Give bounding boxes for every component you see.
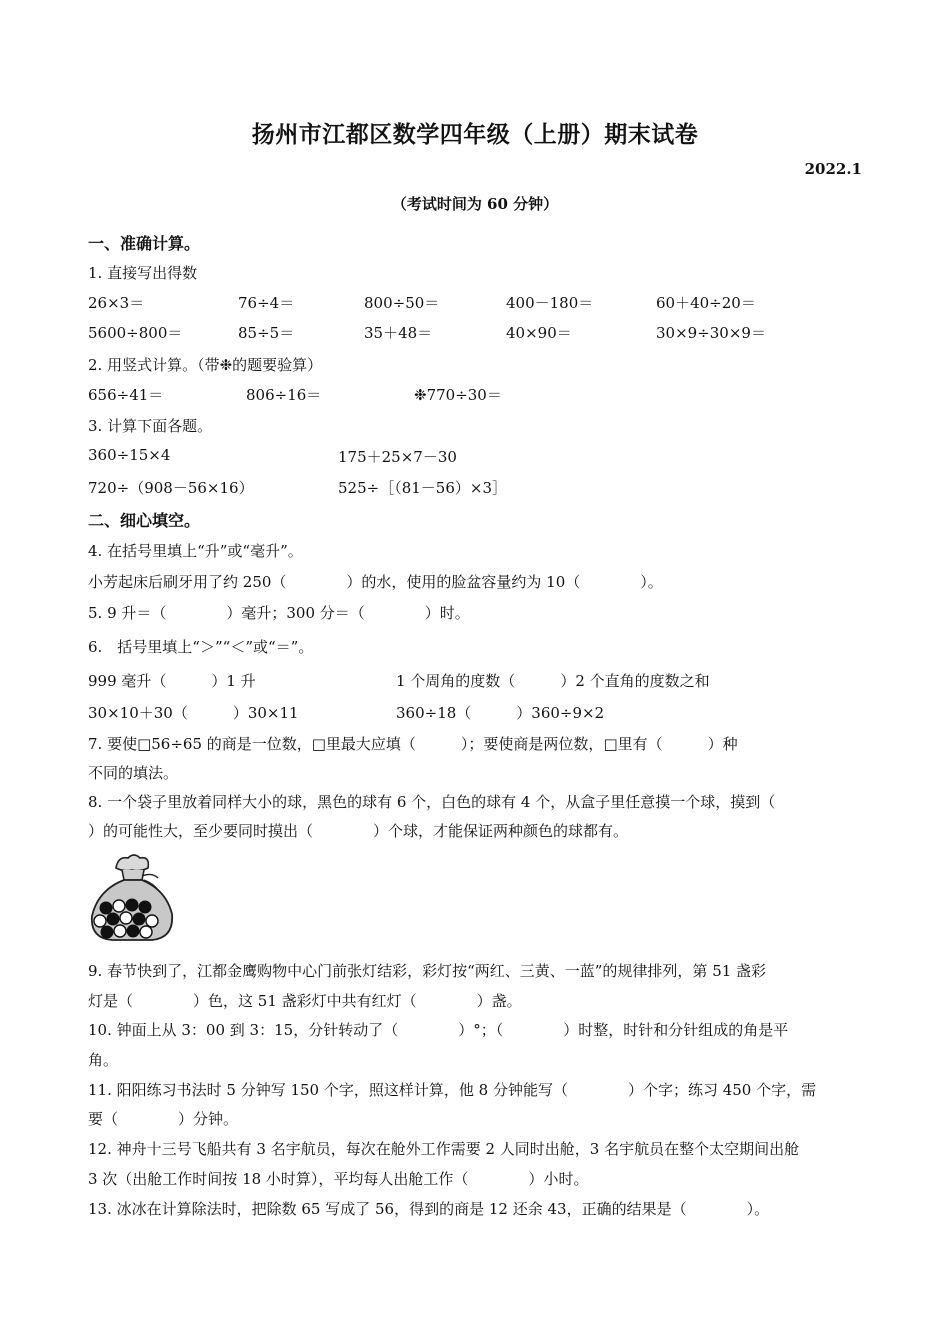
q11-question: 11. 阳阳练习书法时 5 分钟写 150 个字，照这样计算，他 8 分钟能写（ ）个字；练习 450 个字，需: [88, 1081, 817, 1099]
q3-label: 3. 计算下面各题。: [88, 417, 213, 435]
page-title: 扬州市江都区数学四年级（上册）期末试卷: [251, 121, 699, 148]
q6-item: 1 个周角的度数（ ）2 个直角的度数之和: [396, 672, 710, 690]
q7-question: 7. 要使□56÷65 的商是一位数，□里最大应填（ ）；要使商是两位数，□里有（ ）种: [88, 735, 738, 753]
q3-item: 175＋25×7－30: [338, 448, 457, 466]
q1-item: 30×9÷30×9＝: [656, 324, 766, 342]
exam-duration: （考试时间为 60 分钟）: [391, 195, 559, 213]
q10-question-cont: 角。: [88, 1051, 119, 1069]
q4-question: 小芳起床后刷牙用了约 250（ ）的水，使用的脸盆容量约为 10（ ）。: [88, 573, 663, 591]
q10-question: 10. 钟面上从 3：00 到 3：15，分针转动了（ ）°；（ ）时整，时针和分针组成的角是平: [88, 1021, 789, 1039]
q4-label: 4. 在括号里填上“升”或“毫升”。: [88, 542, 303, 560]
q1-item: 85÷5＝: [238, 324, 295, 342]
q2-item: 656÷41＝: [88, 386, 164, 404]
q7-question-cont: 不同的填法。: [88, 764, 179, 782]
q1-item: 5600÷800＝: [88, 324, 183, 342]
q6-item: 360÷18（ ）360÷9×2: [396, 704, 605, 722]
q8-question-cont: ）的可能性大，至少要同时摸出（ ）个球，才能保证两种颜色的球都有。: [88, 822, 629, 840]
q12-question-cont: 3 次（出舱工作时间按 18 小时算），平均每人出舱工作（ ）小时。: [88, 1170, 589, 1188]
q2-item: 806÷16＝: [246, 386, 322, 404]
q6-item: 999 毫升（ ）1 升: [88, 672, 256, 690]
q1-item: 35＋48＝: [364, 324, 433, 342]
q13-question: 13. 冰冰在计算除法时，把除数 65 写成了 56，得到的商是 12 还余 43，正确的结果是（ ）。: [88, 1200, 770, 1218]
q1-item: 60＋40÷20＝: [656, 294, 756, 312]
q6-item: 30×10＋30（ ）30×11: [88, 704, 299, 722]
q1-label: 1. 直接写出得数: [88, 264, 198, 282]
q3-item: 525÷［（81－56）×3］: [338, 479, 507, 497]
q1-item: 76÷4＝: [238, 294, 295, 312]
q3-item: 720÷（908－56×16）: [88, 479, 254, 497]
q1-item: 400－180＝: [506, 294, 594, 312]
q6-label: 6. 括号里填上“＞”“＜”或“＝”。: [88, 638, 314, 656]
q11-question-cont: 要（ ）分钟。: [88, 1110, 239, 1128]
section-1-heading: 一、准确计算。: [88, 234, 201, 253]
exam-date: 2022.1: [804, 160, 862, 178]
ball-bag-illustration: [88, 850, 176, 944]
q2-label: 2. 用竖式计算。（带❉的题要验算）: [88, 356, 323, 374]
q12-question: 12. 神舟十三号飞船共有 3 名宇航员，每次在舱外工作需要 2 人同时出舱，3 名宇航员在整个太空期间出舱: [88, 1140, 800, 1158]
section-2-heading: 二、细心填空。: [88, 511, 201, 530]
q5-question: 5. 9 升＝（ ）毫升；300 分＝（ ）时。: [88, 604, 470, 622]
q3-item: 360÷15×4: [88, 446, 171, 464]
q1-item: 800÷50＝: [364, 294, 440, 312]
q2-item: ❉770÷30＝: [414, 386, 502, 404]
q1-item: 26×3＝: [88, 294, 145, 312]
q9-question: 9. 春节快到了，江都金鹰购物中心门前张灯结彩，彩灯按“两红、三黄、一蓝”的规律排列，第 51 盏彩: [88, 962, 767, 980]
q8-question: 8. 一个袋子里放着同样大小的球，黑色的球有 6 个，白色的球有 4 个，从盒子里任意摸一个球，摸到（: [88, 793, 776, 811]
q9-question-cont: 灯是（ ）色，这 51 盏彩灯中共有红灯（ ）盏。: [88, 992, 522, 1010]
q1-item: 40×90＝: [506, 324, 572, 342]
